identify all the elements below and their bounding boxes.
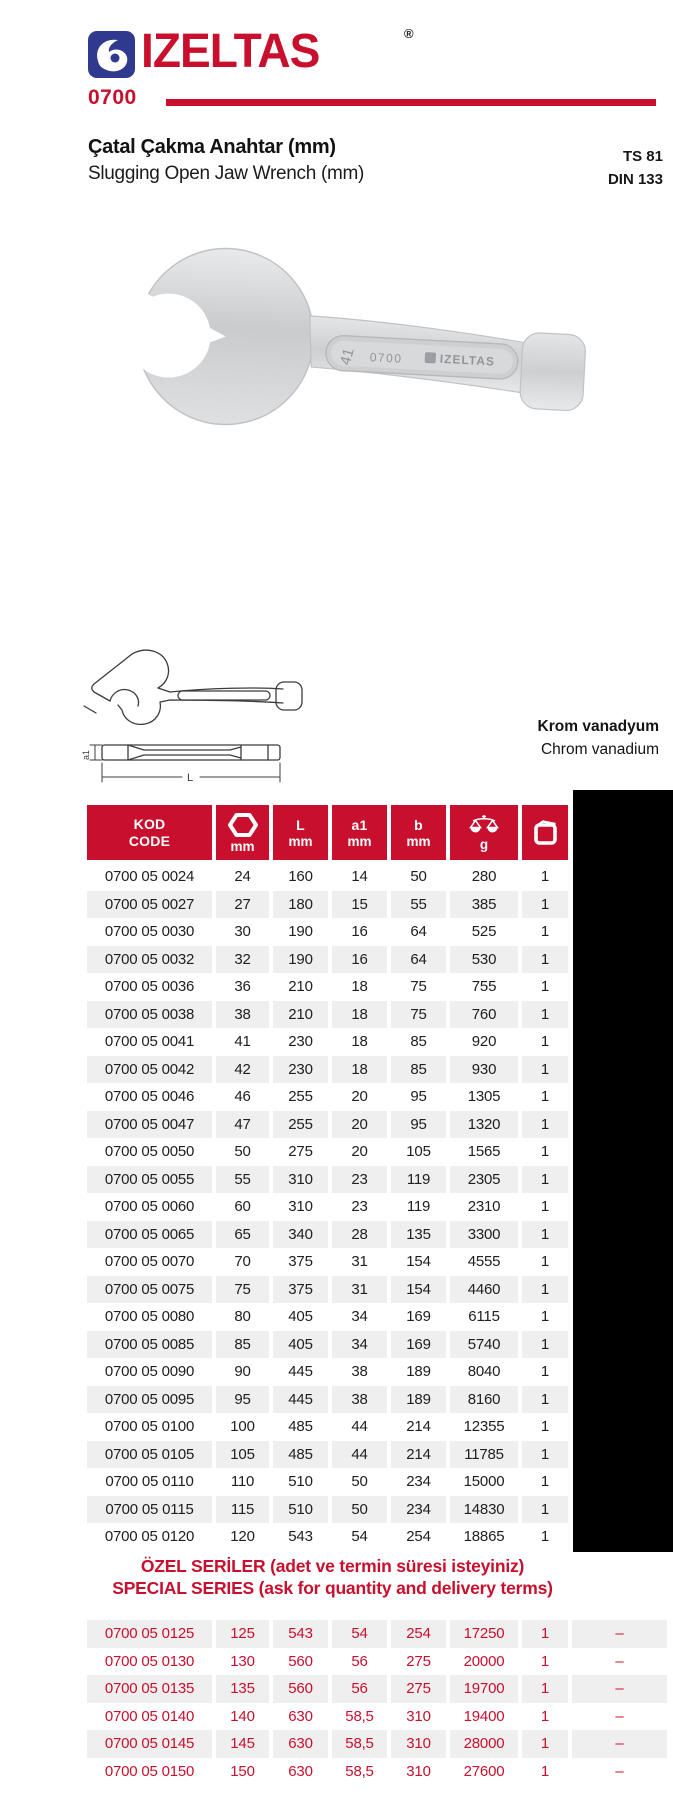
table-cell: 760	[446, 1001, 518, 1029]
table-cell: 110	[212, 1468, 269, 1496]
dim-label-length: L	[187, 772, 194, 784]
table-cell: 36	[212, 973, 269, 1001]
table-row	[87, 891, 568, 919]
table-row	[87, 918, 568, 946]
table-cell: 119	[387, 1166, 446, 1194]
table-cell: 85	[212, 1331, 269, 1359]
table-cell: 46	[212, 1083, 269, 1111]
table-cell: 28000	[446, 1730, 518, 1758]
table-cell: 2305	[446, 1166, 518, 1194]
table-cell: 17250	[446, 1620, 518, 1648]
stamp-size: 41	[336, 346, 358, 367]
table-cell: 1	[518, 1758, 568, 1786]
table-cell: 80	[212, 1303, 269, 1331]
table-cell: 75	[387, 973, 446, 1001]
table-cell: 18865	[446, 1523, 518, 1551]
table-cell: 8160	[446, 1386, 518, 1414]
col-header-code: KOD CODE	[87, 805, 212, 863]
special-table-body	[87, 1620, 667, 1785]
table-cell: 1	[518, 1276, 568, 1304]
table-cell: 0700 05 0135	[87, 1675, 212, 1703]
table-row	[87, 946, 568, 974]
table-cell: 0700 05 0130	[87, 1648, 212, 1676]
table-cell: 14830	[446, 1496, 518, 1524]
table-cell: 1	[518, 1056, 568, 1084]
table-row	[87, 1358, 568, 1386]
table-cell: 20	[328, 1111, 387, 1139]
table-cell: 510	[269, 1468, 328, 1496]
table-cell: 54	[328, 1523, 387, 1551]
table-cell: 44	[328, 1413, 387, 1441]
table-cell: 630	[269, 1703, 328, 1731]
table-cell: 543	[269, 1523, 328, 1551]
table-cell: 0700 05 0100	[87, 1413, 212, 1441]
brand-logo-square	[88, 31, 135, 78]
table-cell: 32	[212, 946, 269, 974]
table-cell: 20000	[446, 1648, 518, 1676]
table-cell: 50	[212, 1138, 269, 1166]
table-cell: 190	[269, 946, 328, 974]
table-cell: 180	[269, 891, 328, 919]
page-title-turkish: Çatal Çakma Anahtar (mm)	[88, 136, 336, 158]
table-cell: 19400	[446, 1703, 518, 1731]
table-cell: 190	[269, 918, 328, 946]
table-cell: 0700 05 0120	[87, 1523, 212, 1551]
table-cell: 1	[518, 1441, 568, 1469]
table-cell: 0700 05 0046	[87, 1083, 212, 1111]
table-cell: 0700 05 0042	[87, 1056, 212, 1084]
stamp-series: 0700	[369, 350, 403, 366]
table-row	[87, 1028, 568, 1056]
table-cell: 24	[212, 863, 269, 891]
product-table	[87, 805, 568, 1551]
table-cell: 145	[212, 1730, 269, 1758]
table-cell: 560	[269, 1648, 328, 1676]
table-cell: 56	[328, 1648, 387, 1676]
page-side-tab	[573, 790, 673, 1552]
table-cell: 1320	[446, 1111, 518, 1139]
table-row	[87, 1083, 568, 1111]
table-cell: 169	[387, 1331, 446, 1359]
table-row	[87, 1303, 568, 1331]
table-cell: 445	[269, 1358, 328, 1386]
table-cell: 1	[518, 1358, 568, 1386]
table-cell: 485	[269, 1441, 328, 1469]
table-cell: 1	[518, 946, 568, 974]
table-cell: 1	[518, 1193, 568, 1221]
table-cell: 60	[212, 1193, 269, 1221]
table-cell: 18	[328, 1028, 387, 1056]
table-cell: 1	[518, 891, 568, 919]
table-cell: –	[568, 1703, 667, 1731]
hex-nut-icon	[228, 812, 258, 838]
table-cell: 42	[212, 1056, 269, 1084]
table-cell: 275	[387, 1675, 446, 1703]
table-cell: 1	[518, 863, 568, 891]
standards-block	[608, 145, 663, 191]
table-cell: 11785	[446, 1441, 518, 1469]
material-block	[538, 715, 659, 761]
table-cell: 0700 05 0105	[87, 1441, 212, 1469]
table-cell: 12355	[446, 1413, 518, 1441]
table-cell: 20	[328, 1138, 387, 1166]
table-cell: 189	[387, 1358, 446, 1386]
table-cell: 47	[212, 1111, 269, 1139]
table-cell: 135	[387, 1221, 446, 1249]
special-series-heading	[80, 1555, 585, 1599]
table-cell: 85	[387, 1028, 446, 1056]
table-cell: 280	[446, 863, 518, 891]
table-cell: 0700 05 0150	[87, 1758, 212, 1786]
table-cell: 234	[387, 1496, 446, 1524]
stamp-logo-icon	[425, 352, 437, 364]
package-icon	[532, 819, 559, 846]
table-cell: 0700 05 0036	[87, 973, 212, 1001]
table-cell: 4555	[446, 1248, 518, 1276]
table-cell: 18	[328, 1001, 387, 1029]
table-cell: 0700 05 0110	[87, 1468, 212, 1496]
special-heading-turkish: ÖZEL SERİLER (adet ve termin süresi isteyiniz)	[140, 1556, 525, 1576]
table-row	[87, 1111, 568, 1139]
table-cell: 0700 05 0145	[87, 1730, 212, 1758]
table-cell: –	[568, 1675, 667, 1703]
product-photo-wrench	[70, 232, 595, 472]
table-cell: 15	[328, 891, 387, 919]
table-cell: 230	[269, 1028, 328, 1056]
table-row	[87, 1331, 568, 1359]
table-cell: 115	[212, 1496, 269, 1524]
table-cell: 150	[212, 1758, 269, 1786]
stamp-brand: IZELTAS	[439, 351, 496, 369]
table-cell: 34	[328, 1331, 387, 1359]
table-cell: 18	[328, 1056, 387, 1084]
table-cell: 41	[212, 1028, 269, 1056]
table-row	[87, 1496, 568, 1524]
table-cell: –	[568, 1620, 667, 1648]
table-cell: 6115	[446, 1303, 518, 1331]
table-cell: 1	[518, 1496, 568, 1524]
product-table-body	[87, 863, 568, 1551]
table-cell: 0700 05 0055	[87, 1166, 212, 1194]
table-cell: 310	[269, 1166, 328, 1194]
table-cell: 0700 05 0095	[87, 1386, 212, 1414]
table-row	[87, 1386, 568, 1414]
table-cell: 70	[212, 1248, 269, 1276]
table-cell: 1	[518, 1001, 568, 1029]
table-cell: –	[568, 1730, 667, 1758]
table-header-row	[87, 805, 568, 863]
table-cell: 1	[518, 1221, 568, 1249]
table-cell: 154	[387, 1248, 446, 1276]
table-cell: 275	[269, 1138, 328, 1166]
table-cell: 1	[518, 1166, 568, 1194]
scale-icon	[469, 814, 499, 836]
table-cell: 30	[212, 918, 269, 946]
table-cell: 310	[269, 1193, 328, 1221]
table-cell: 18	[328, 973, 387, 1001]
col-header-b: b mm	[387, 805, 446, 863]
table-cell: 310	[387, 1758, 446, 1786]
table-cell: 0700 05 0038	[87, 1001, 212, 1029]
standard-din: DIN 133	[607, 171, 663, 188]
table-cell: 58,5	[328, 1703, 387, 1731]
table-cell: 1	[518, 1468, 568, 1496]
table-cell: 189	[387, 1386, 446, 1414]
table-cell: 169	[387, 1303, 446, 1331]
table-cell: 275	[387, 1648, 446, 1676]
table-cell: 105	[212, 1441, 269, 1469]
table-cell: 38	[328, 1386, 387, 1414]
table-cell: 1	[518, 1386, 568, 1414]
table-cell: 375	[269, 1248, 328, 1276]
table-cell: 0700 05 0125	[87, 1620, 212, 1648]
table-cell: 85	[387, 1056, 446, 1084]
table-row	[87, 1441, 568, 1469]
table-cell: 1	[518, 1413, 568, 1441]
table-cell: 14	[328, 863, 387, 891]
table-cell: 8040	[446, 1358, 518, 1386]
table-cell: 525	[446, 918, 518, 946]
table-cell: 31	[328, 1276, 387, 1304]
table-cell: 3300	[446, 1221, 518, 1249]
table-cell: 75	[387, 1001, 446, 1029]
table-cell: 28	[328, 1221, 387, 1249]
dim-label-a1: a1	[81, 749, 91, 760]
table-cell: 1	[518, 1730, 568, 1758]
table-cell: 560	[269, 1675, 328, 1703]
table-cell: 510	[269, 1496, 328, 1524]
table-row	[87, 1523, 568, 1551]
table-cell: 485	[269, 1413, 328, 1441]
table-cell: 5740	[446, 1331, 518, 1359]
table-cell: 0700 05 0065	[87, 1221, 212, 1249]
table-cell: 95	[387, 1111, 446, 1139]
table-cell: 405	[269, 1331, 328, 1359]
table-cell: 55	[212, 1166, 269, 1194]
table-cell: 920	[446, 1028, 518, 1056]
table-cell: 0700 05 0060	[87, 1193, 212, 1221]
table-cell: 214	[387, 1441, 446, 1469]
table-row	[87, 1758, 667, 1786]
table-cell: 58,5	[328, 1758, 387, 1786]
table-cell: 1	[518, 1331, 568, 1359]
table-cell: 0700 05 0041	[87, 1028, 212, 1056]
special-series-table	[87, 1620, 667, 1785]
table-cell: 54	[328, 1620, 387, 1648]
table-row	[87, 1221, 568, 1249]
table-cell: 0700 05 0027	[87, 891, 212, 919]
table-cell: 38	[212, 1001, 269, 1029]
table-cell: 65	[212, 1221, 269, 1249]
table-cell: 27	[212, 891, 269, 919]
table-cell: 1305	[446, 1083, 518, 1111]
table-cell: 1	[518, 1303, 568, 1331]
table-cell: 310	[387, 1703, 446, 1731]
table-cell: 254	[387, 1523, 446, 1551]
table-cell: 50	[387, 863, 446, 891]
table-row	[87, 1413, 568, 1441]
table-cell: 445	[269, 1386, 328, 1414]
table-cell: 385	[446, 891, 518, 919]
brand-wordmark: IZELTAS	[141, 25, 320, 78]
table-cell: 4460	[446, 1276, 518, 1304]
table-cell: 0700 05 0024	[87, 863, 212, 891]
table-cell: 23	[328, 1166, 387, 1194]
table-cell: 64	[387, 918, 446, 946]
table-row	[87, 1276, 568, 1304]
table-cell: 90	[212, 1358, 269, 1386]
table-cell: –	[568, 1648, 667, 1676]
table-cell: 210	[269, 973, 328, 1001]
table-cell: 23	[328, 1193, 387, 1221]
table-cell: 130	[212, 1648, 269, 1676]
table-cell: 0700 05 0030	[87, 918, 212, 946]
accent-rule	[166, 99, 656, 106]
table-cell: 755	[446, 973, 518, 1001]
table-cell: 105	[387, 1138, 446, 1166]
table-cell: 16	[328, 918, 387, 946]
table-cell: 0700 05 0047	[87, 1111, 212, 1139]
table-cell: 119	[387, 1193, 446, 1221]
registered-mark: ®	[404, 26, 414, 41]
table-cell: 95	[387, 1083, 446, 1111]
table-cell: 95	[212, 1386, 269, 1414]
table-cell: 27600	[446, 1758, 518, 1786]
table-cell: 1	[518, 1028, 568, 1056]
table-cell: –	[568, 1758, 667, 1786]
table-cell: 0700 05 0115	[87, 1496, 212, 1524]
table-cell: 0700 05 0070	[87, 1248, 212, 1276]
table-row	[87, 1001, 568, 1029]
table-cell: 55	[387, 891, 446, 919]
table-row	[87, 973, 568, 1001]
table-cell: 1	[518, 1138, 568, 1166]
standard-ts: TS 81	[622, 148, 663, 165]
table-cell: 50	[328, 1496, 387, 1524]
table-cell: 58,5	[328, 1730, 387, 1758]
table-cell: 1	[518, 1648, 568, 1676]
table-cell: 20	[328, 1083, 387, 1111]
table-cell: 214	[387, 1413, 446, 1441]
table-row	[87, 1620, 667, 1648]
table-cell: 135	[212, 1675, 269, 1703]
brand-logo-icon	[88, 31, 135, 78]
table-cell: 0700 05 0090	[87, 1358, 212, 1386]
table-cell: 1565	[446, 1138, 518, 1166]
table-cell: 234	[387, 1468, 446, 1496]
special-heading-english: SPECIAL SERIES (ask for quantity and delivery terms)	[112, 1578, 553, 1598]
col-header-length: L mm	[269, 805, 328, 863]
table-row	[87, 1468, 568, 1496]
table-cell: 1	[518, 1620, 568, 1648]
table-row	[87, 1056, 568, 1084]
series-code: 0700	[88, 86, 137, 109]
table-cell: 34	[328, 1303, 387, 1331]
page-title-english: Slugging Open Jaw Wrench (mm)	[88, 163, 365, 184]
table-cell: 340	[269, 1221, 328, 1249]
table-cell: 2310	[446, 1193, 518, 1221]
table-cell: 255	[269, 1111, 328, 1139]
table-cell: 630	[269, 1758, 328, 1786]
table-cell: 154	[387, 1276, 446, 1304]
table-row	[87, 1248, 568, 1276]
table-row	[87, 1193, 568, 1221]
table-cell: 1	[518, 1111, 568, 1139]
table-row	[87, 863, 568, 891]
col-header-size: mm	[212, 805, 269, 863]
table-cell: 1	[518, 918, 568, 946]
table-cell: 31	[328, 1248, 387, 1276]
table-cell: 210	[269, 1001, 328, 1029]
table-cell: 64	[387, 946, 446, 974]
col-header-weight: g	[446, 805, 518, 863]
technical-drawing	[78, 642, 313, 792]
table-cell: 160	[269, 863, 328, 891]
table-cell: 44	[328, 1441, 387, 1469]
table-cell: 405	[269, 1303, 328, 1331]
table-row	[87, 1730, 667, 1758]
table-cell: 930	[446, 1056, 518, 1084]
table-row	[87, 1648, 667, 1676]
table-row	[87, 1138, 568, 1166]
table-cell: 16	[328, 946, 387, 974]
table-cell: 56	[328, 1675, 387, 1703]
table-cell: 0700 05 0080	[87, 1303, 212, 1331]
table-cell: 230	[269, 1056, 328, 1084]
table-cell: 1	[518, 1675, 568, 1703]
table-cell: 1	[518, 1083, 568, 1111]
table-cell: 50	[328, 1468, 387, 1496]
table-cell: 38	[328, 1358, 387, 1386]
table-cell: 530	[446, 946, 518, 974]
table-cell: 120	[212, 1523, 269, 1551]
table-cell: 19700	[446, 1675, 518, 1703]
table-cell: 254	[387, 1620, 446, 1648]
material-turkish: Krom vanadyum	[537, 718, 659, 735]
table-cell: 255	[269, 1083, 328, 1111]
table-cell: 0700 05 0032	[87, 946, 212, 974]
table-cell: 1	[518, 1248, 568, 1276]
table-cell: 15000	[446, 1468, 518, 1496]
table-cell: 0700 05 0075	[87, 1276, 212, 1304]
col-header-pack	[518, 805, 568, 863]
table-cell: 140	[212, 1703, 269, 1731]
table-cell: 0700 05 0085	[87, 1331, 212, 1359]
table-cell: 75	[212, 1276, 269, 1304]
table-cell: 375	[269, 1276, 328, 1304]
table-cell: 0700 05 0140	[87, 1703, 212, 1731]
table-cell: 125	[212, 1620, 269, 1648]
table-cell: 1	[518, 973, 568, 1001]
table-cell: 1	[518, 1523, 568, 1551]
col-header-a1: a1 mm	[328, 805, 387, 863]
table-row	[87, 1703, 667, 1731]
table-row	[87, 1675, 667, 1703]
table-cell: 630	[269, 1730, 328, 1758]
material-english: Chrom vanadium	[540, 741, 659, 758]
table-cell: 100	[212, 1413, 269, 1441]
table-cell: 1	[518, 1703, 568, 1731]
table-cell: 543	[269, 1620, 328, 1648]
table-row	[87, 1166, 568, 1194]
table-cell: 310	[387, 1730, 446, 1758]
table-cell: 0700 05 0050	[87, 1138, 212, 1166]
